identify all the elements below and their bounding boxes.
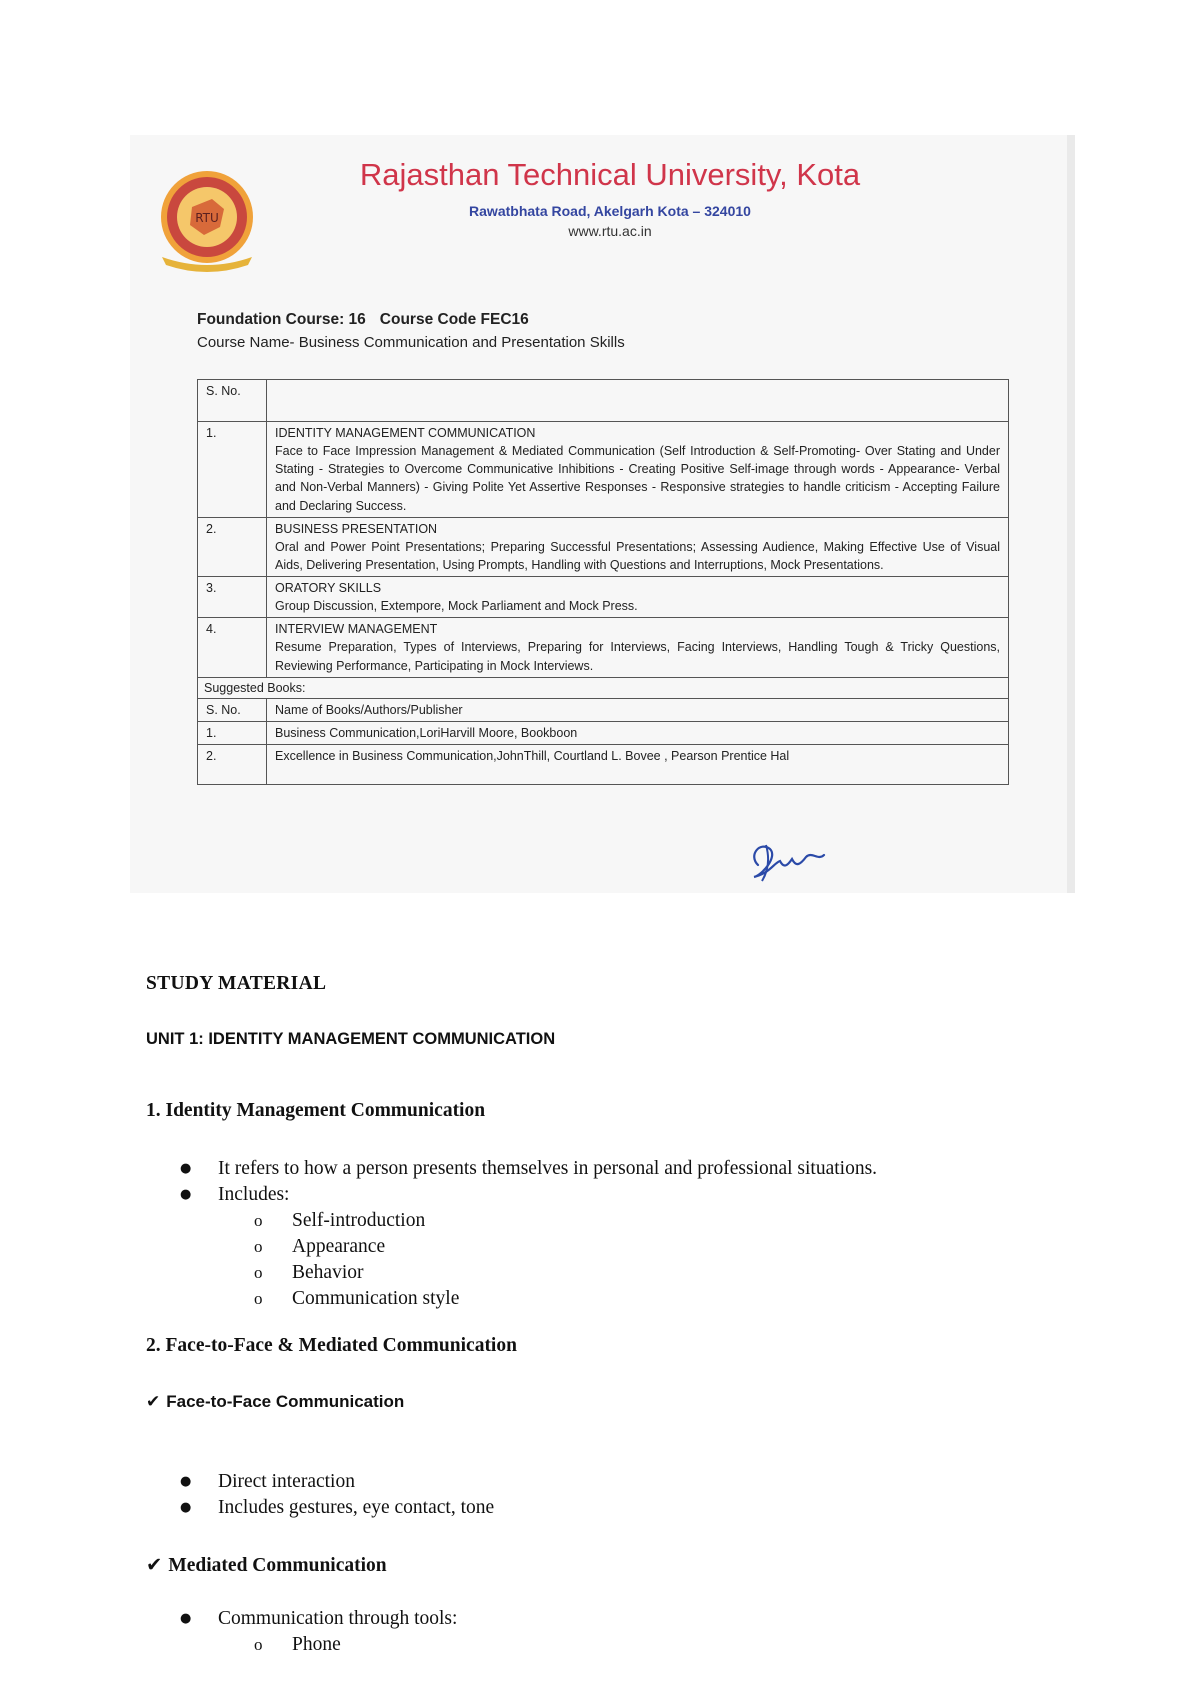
sub-list-item bbox=[254, 1634, 341, 1656]
table-row bbox=[198, 422, 1009, 518]
unit-content bbox=[267, 517, 1009, 576]
university-address: Rawatbhata Road, Akelgarh Kota – 324010 bbox=[469, 203, 751, 219]
bullet-text: Direct interaction bbox=[218, 1471, 355, 1492]
sub-bullet-icon: o bbox=[254, 1263, 263, 1282]
list-item bbox=[180, 1497, 494, 1519]
sub-list-item bbox=[254, 1236, 385, 1258]
table-row bbox=[198, 618, 1009, 677]
books-sno-header: S. No. bbox=[198, 698, 267, 721]
unit-body: Face to Face Impression Management & Mediated Communication (Self Introduction & Self-Promoting- Over Stating and Under Stating - Strategies to Overcome Communicative Inhibitions - Creating Positive Self-image through words - Appearance- Verbal and Non-Verbal Manners) - Giving Polite Yet Assertive Responses - Responsive strategies to handle criticism - Accepting Failure and Declaring Success. bbox=[275, 444, 1000, 513]
sub-bullet-icon: o bbox=[254, 1237, 263, 1256]
foundation-course: Foundation Course: 16 bbox=[197, 311, 366, 328]
course-code: Course Code FEC16 bbox=[379, 311, 529, 328]
unit-title: IDENTITY MANAGEMENT COMMUNICATION bbox=[275, 426, 536, 440]
unit-number: 1. bbox=[198, 422, 267, 518]
sub-item-text: Behavior bbox=[292, 1262, 364, 1283]
sub-list-item bbox=[254, 1210, 425, 1232]
suggested-books-row bbox=[198, 677, 1009, 698]
scan-edge bbox=[1067, 135, 1075, 893]
sub-list-item bbox=[254, 1262, 363, 1284]
course-name: Course Name- Business Communication and Presentation Skills bbox=[197, 334, 625, 351]
list-item bbox=[180, 1471, 355, 1493]
table-header-row bbox=[198, 380, 1009, 422]
sub-bullet-icon: o bbox=[254, 1289, 263, 1308]
bullet-icon: ● bbox=[180, 1187, 192, 1202]
study-material-heading: STUDY MATERIAL bbox=[146, 973, 327, 994]
university-website: www.rtu.ac.in bbox=[568, 223, 652, 239]
bullet-text: Communication through tools: bbox=[218, 1608, 458, 1629]
university-name: Rajasthan Technical University, Kota bbox=[359, 157, 861, 192]
sub-item-text: Appearance bbox=[292, 1236, 386, 1257]
list-item bbox=[180, 1184, 289, 1206]
unit-number: 4. bbox=[198, 618, 267, 677]
unit-title: ORATORY SKILLS bbox=[275, 581, 382, 595]
bullet-text: Includes gestures, eye contact, tone bbox=[218, 1497, 495, 1518]
unit-title: BUSINESS PRESENTATION bbox=[275, 521, 438, 536]
section-1-title: 1. Identity Management Communication bbox=[146, 1100, 486, 1121]
unit-number: 3. bbox=[198, 577, 267, 618]
bullet-icon: ● bbox=[180, 1161, 192, 1176]
content-header bbox=[267, 380, 1009, 422]
suggested-books-label: Suggested Books: bbox=[198, 677, 1009, 698]
section-2-title: 2. Face-to-Face & Mediated Communication bbox=[146, 1335, 517, 1356]
book-number: 2. bbox=[198, 745, 267, 785]
book-name: Excellence in Business Communication,JohnThill, Courtland L. Bovee , Pearson Prentice Hal bbox=[267, 745, 1009, 785]
unit-body: Group Discussion, Extempore, Mock Parliament and Mock Press. bbox=[275, 599, 638, 614]
books-name-header: Name of Books/Authors/Publisher bbox=[267, 698, 1009, 721]
sub-item-text: Self-introduction bbox=[292, 1210, 426, 1231]
course-info bbox=[197, 311, 529, 329]
book-number: 1. bbox=[198, 721, 267, 744]
list-item bbox=[180, 1158, 877, 1180]
sub-item-text: Communication style bbox=[292, 1288, 460, 1309]
unit-content bbox=[267, 577, 1009, 618]
unit-heading: UNIT 1: IDENTITY MANAGEMENT COMMUNICATION bbox=[146, 1030, 556, 1048]
list-item bbox=[180, 1608, 457, 1630]
sno-header: S. No. bbox=[198, 380, 267, 422]
sub-bullet-icon: o bbox=[254, 1211, 263, 1230]
table-row bbox=[198, 721, 1009, 744]
mediated-heading bbox=[146, 1553, 387, 1577]
bullet-icon: ● bbox=[180, 1611, 192, 1626]
logo-text: RTU bbox=[195, 211, 219, 225]
unit-content bbox=[267, 422, 1009, 518]
unit-body: Resume Preparation, Types of Interviews, Preparing for Interviews, Facing Interviews, Handling Tough & Tricky Questions, Reviewing Performance, Participating in Mock Interviews. bbox=[275, 640, 1000, 673]
bullet-text: It refers to how a person presents themselves in personal and professional situations. bbox=[218, 1158, 878, 1179]
unit-body: Oral and Power Point Presentations; Preparing Successful Presentations; Assessing Audience, Making Effective Use of Visual Aids, Delivering Presentation, Using Prompts, Handling with Questions and Interruptions, Mock Presentations. bbox=[275, 539, 1000, 572]
table-row bbox=[198, 577, 1009, 618]
table-row bbox=[198, 517, 1009, 576]
university-logo bbox=[152, 165, 262, 275]
table-row bbox=[198, 745, 1009, 785]
checkmark-icon: ✔ bbox=[146, 1392, 161, 1412]
bullet-icon: ● bbox=[180, 1500, 192, 1515]
bullet-text: Includes: bbox=[218, 1184, 290, 1205]
mediated-title: Mediated Communication bbox=[168, 1555, 387, 1576]
sub-item-text: Phone bbox=[292, 1634, 341, 1655]
books-header-row bbox=[198, 698, 1009, 721]
checkmark-icon: ✔ bbox=[146, 1553, 163, 1576]
unit-title: INTERVIEW MANAGEMENT bbox=[275, 622, 438, 637]
bullet-icon: ● bbox=[180, 1474, 192, 1489]
face-to-face-title: Face-to-Face Communication bbox=[166, 1392, 405, 1411]
syllabus-scan bbox=[130, 135, 1075, 893]
unit-content bbox=[267, 618, 1009, 677]
face-to-face-heading bbox=[146, 1392, 404, 1412]
signature bbox=[740, 835, 840, 885]
sub-bullet-icon: o bbox=[254, 1635, 263, 1654]
unit-number: 2. bbox=[198, 517, 267, 576]
sub-list-item bbox=[254, 1288, 459, 1310]
book-name: Business Communication,LoriHarvill Moore, Bookboon bbox=[267, 721, 1009, 744]
syllabus-table bbox=[197, 379, 1009, 785]
